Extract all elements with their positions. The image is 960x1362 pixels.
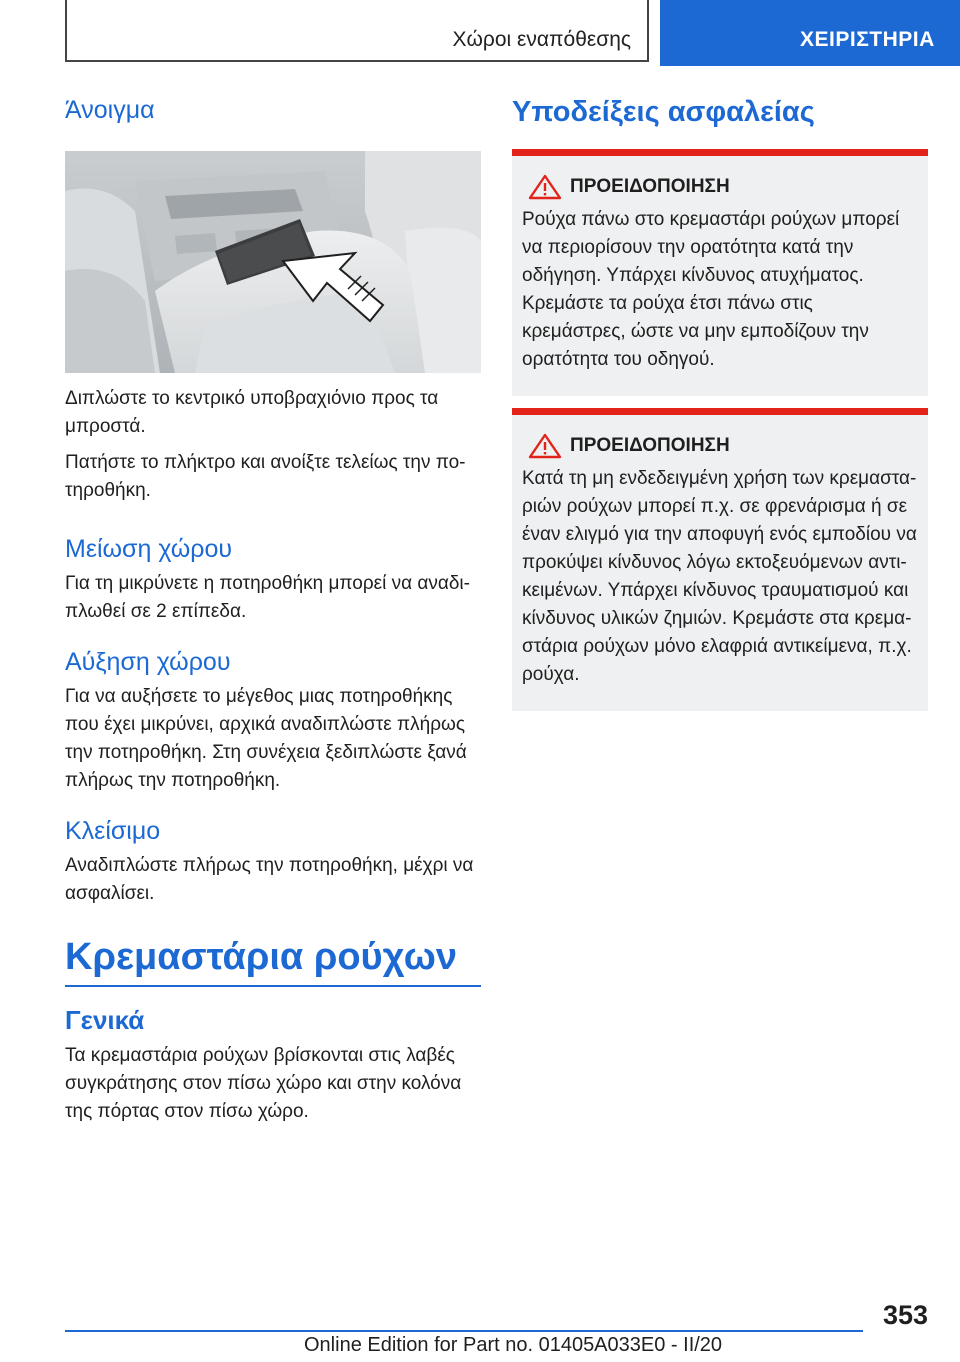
general-text: Τα κρεμαστάρια ρούχων βρίσκονται στις λαβές συγκράτησης στον πίσω χώρο και στην κολόνα της πόρτας στον πίσω χώρο. (65, 1045, 462, 1122)
general-heading: Γενικά (65, 1005, 145, 1035)
warning-1-text: Ρούχα πάνω στο κρεμαστάρι ρούχων μπορεί να περιορίσουν την ορατότητα κατά την οδήγηση. Υπάρχει κίνδυνος ατυχήματος. Κρεμάστε τα ρούχα έτσι πάνω στις κρεμάστρες, ώστε να μην εμποδίζουν την ορατότητα του οδηγού. (522, 209, 900, 370)
header-chapter-tab: ΧΕΙΡΙΣΤΗΡΙΑ (660, 0, 960, 66)
closing-heading: Κλείσιμο (65, 817, 161, 845)
warning-box-1 (512, 149, 928, 396)
opening-heading: Άνοιγμα (65, 96, 155, 124)
safety-notes-heading: Υποδείξεις ασφαλείας (512, 96, 815, 128)
closing-text: Αναδιπλώστε πλήρως την ποτηροθήκη, μέχρι να ασφαλίσει. (65, 855, 474, 904)
armrest-cupholder-illustration (65, 151, 481, 373)
warning-triangle-icon (528, 433, 562, 459)
reduce-space-text: Για τη μικρύνετε η ποτηροθήκη μπορεί να αναδι‐πλωθεί σε 2 επίπεδα. (65, 573, 470, 622)
right-column (512, 96, 928, 711)
header-section-box (65, 0, 649, 62)
warning-1-title: ΠΡΟΕΙΔΟΠΟΙΗΣΗ (570, 176, 730, 197)
left-column (65, 96, 481, 1126)
warning-triangle-icon (528, 174, 562, 200)
reduce-space-heading: Μείωση χώρου (65, 535, 233, 563)
warning-2-text: Κατά τη μη ενδεδειγμένη χρήση των κρεμαστα‐ριών ρούχων μπορεί π.χ. σε φρενάρισμα ή σε έναν ελιγμό για την αποφυγή ενός εμποδίου να προκύψει κίνδυνος λόγω εκτοξευόμενων αντι‐κειμένων. Υπάρχει κίνδυνος τραυματισμού και κίνδυνος υλικών ζημιών. Κρεμάστε στα κρεμα‐στάρια ρούχων μόνο ελαφριά αντικείμενα, π.χ. ρούχα. (522, 468, 917, 685)
increase-space-heading: Αύξηση χώρου (65, 648, 231, 676)
clothes-hangers-heading: Κρεμαστάρια ρούχων (65, 936, 481, 987)
opening-step-2: Πατήστε το πλήκτρο και ανοίξτε τελείως την πο‐τηροθήκη. (65, 452, 466, 501)
increase-space-text: Για να αυξήσετε το μέγεθος μιας ποτηροθήκης που έχει μικρύνει, αρχικά αναδιπλώστε πλήρως την ποτηροθήκη. Στη συνέχεια ξεδιπλώστε ξανά πλήρως την ποτηροθήκη. (65, 686, 467, 791)
header-section-title: Χώροι εναπόθεσης (452, 28, 631, 51)
footer-edition-text: Online Edition for Part no. 01405A033E0 - II/20 (304, 1334, 723, 1356)
warning-2-title: ΠΡΟΕΙΔΟΠΟΙΗΣΗ (570, 435, 730, 456)
warning-box-2 (512, 408, 928, 711)
footer-divider (65, 1330, 863, 1332)
opening-step-1: Διπλώστε το κεντρικό υποβραχιόνιο προς τα μπροστά. (65, 388, 439, 437)
page-number: 353 (882, 1300, 928, 1330)
